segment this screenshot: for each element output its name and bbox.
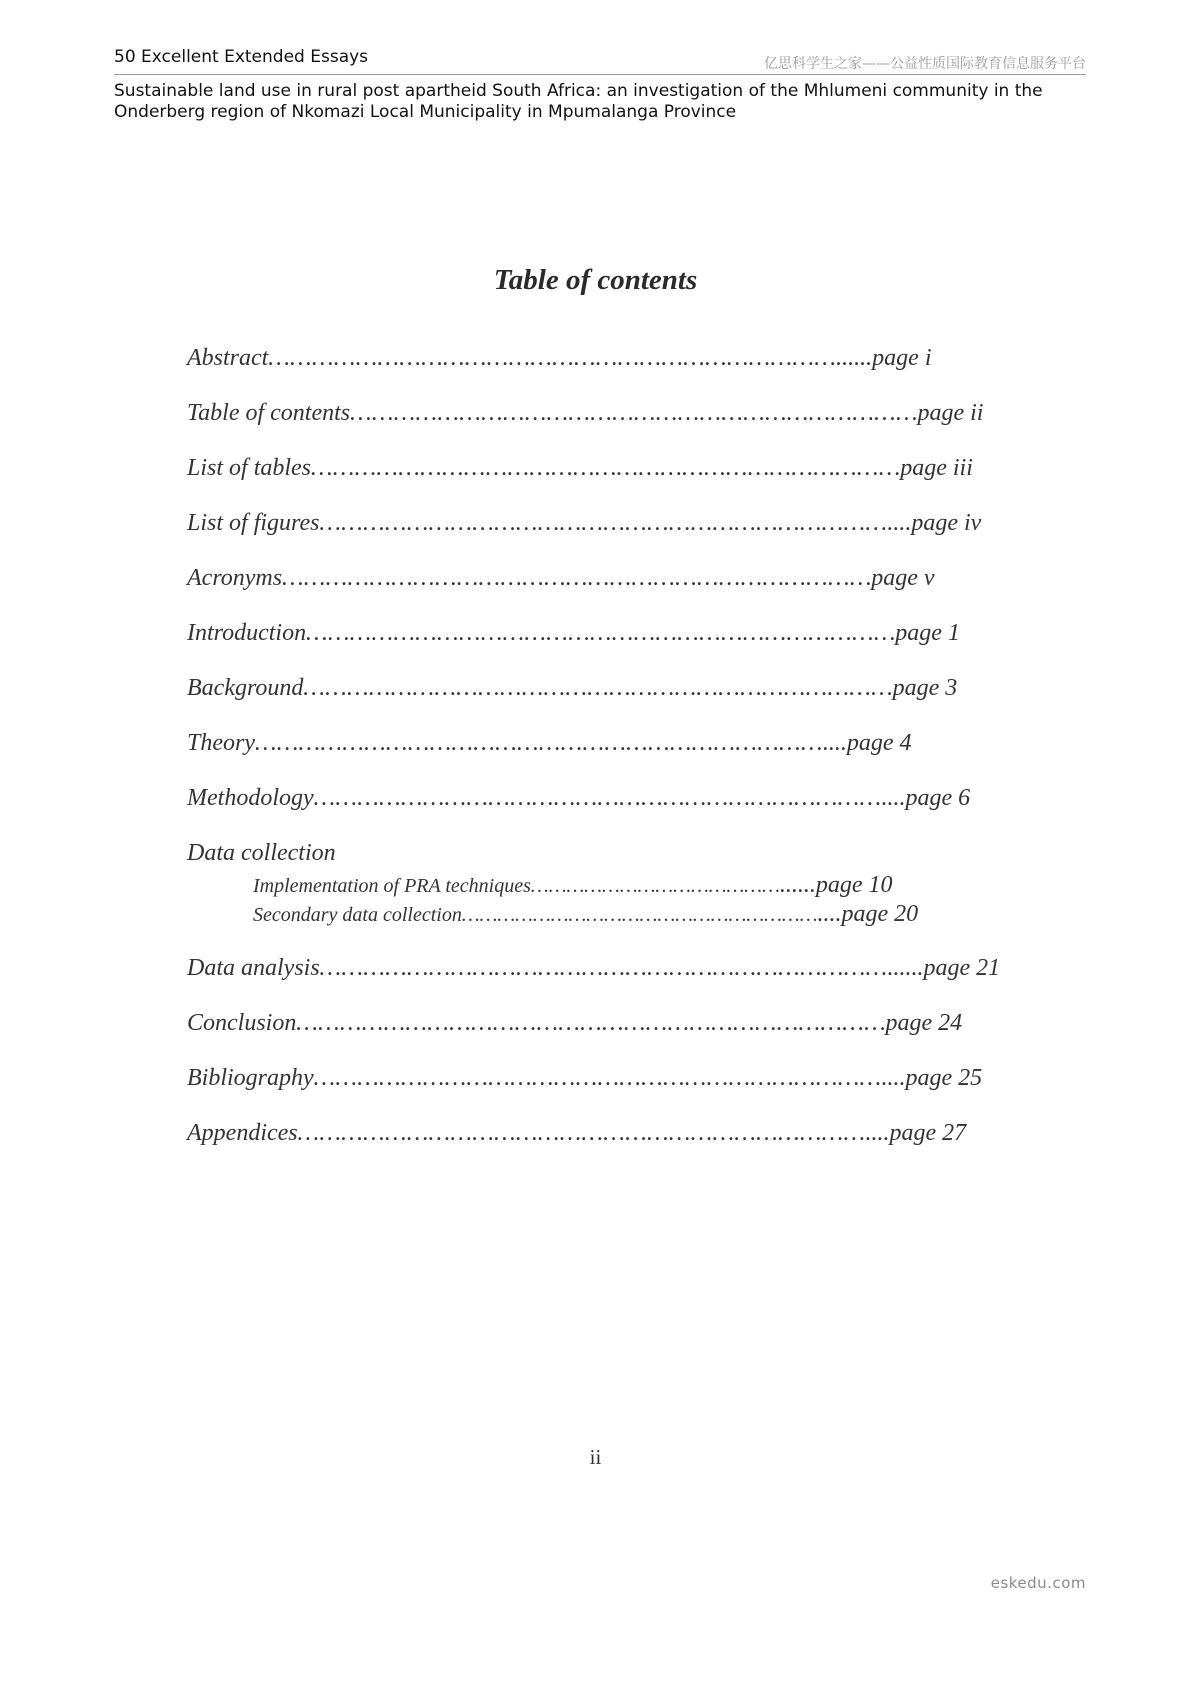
toc-subentry-label: Implementation of PRA techniques [253,875,531,897]
footer-watermark-url: eskedu.com [990,1574,1086,1592]
toc-entry-theory [187,730,912,757]
toc-leader-dots: …………………………………………………… [461,904,818,926]
toc-leader-dots: …………………………………… [530,875,780,897]
toc-subentry-secondary-data [253,901,918,928]
toc-entry-label: Data collection [187,840,336,866]
toc-entry-page: …page 24 [864,1010,963,1036]
toc-leader-dots: …………………………………………………………………… [313,785,882,811]
toc-entry-label: Introduction [187,620,307,646]
toc-entry-list-of-figures [187,510,981,537]
toc-entry-label: Theory [187,730,255,756]
toc-entry-page: ....page 27 [865,1120,967,1146]
toc-entry-data-analysis [187,955,1000,982]
toc-leader-dots: …………………………………………………………………… [313,1065,882,1091]
toc-entry-data-collection [187,840,336,867]
running-header-title: 50 Excellent Extended Essays [114,47,369,67]
toc-entry-label: Background [187,675,304,701]
toc-subentry-pra-techniques [253,872,893,899]
toc-entry-page: ....page iv [887,510,982,536]
toc-entry-label: Appendices [187,1120,298,1146]
toc-leader-dots: …………………………………………………………………… [282,565,850,591]
toc-subentry-page: ....page 20 [817,901,919,927]
toc-leader-dots: …………………………………………………………………… [319,955,888,981]
toc-entry-label: Abstract [187,345,269,371]
toc-leader-dots: ………………………………………………………………… [350,400,897,426]
toc-leader-dots: …………………………………………………………………… [255,730,823,756]
toc-entry-label: Methodology [187,785,314,811]
essay-title: Sustainable land use in rural post apartheid South Africa: an investigation of the Mhlumeni community in the Onderberg region of Nkomazi Local Municipality in Mpumalanga Province [114,81,1043,122]
toc-entry-page: …page iii [878,455,973,481]
toc-entry-page: …page v [849,565,935,591]
toc-subentry-label: Secondary data collection [253,904,462,926]
toc-entry-label: Table of contents [187,400,351,426]
toc-entry-page: ......page i [836,345,932,371]
toc-entry-label: Bibliography [187,1065,314,1091]
toc-leader-dots: …………………………………………………………………… [296,1010,865,1036]
toc-entry-conclusion [187,1010,962,1037]
toc-subentry-page: ......page 10 [779,872,893,898]
toc-entry-acronyms [187,565,935,592]
toc-entry-methodology [187,785,970,812]
toc-entry-list-of-tables [187,455,973,482]
toc-entry-page: …page 3 [871,675,958,701]
toc-entry-introduction [187,620,960,647]
toc-entry-page: ....page 6 [881,785,971,811]
toc-entry-page: ......page 21 [887,955,1001,981]
toc-entry-appendices [187,1120,966,1147]
toc-entry-page: …page ii [896,400,984,426]
toc-leader-dots: …………………………………………………………………… [297,1120,866,1146]
toc-entry-page: ....page 4 [822,730,912,756]
toc-leader-dots: …………………………………………………………………… [306,620,874,646]
page-number: ii [589,1445,602,1469]
toc-entry-label: Data analysis [187,955,320,981]
toc-entry-label: List of tables [187,455,312,481]
toc-entry-table-of-contents [187,400,983,427]
toc-entry-background [187,675,957,702]
running-header-watermark: 亿思科学生之家——公益性质国际教育信息服务平台 [764,56,1086,72]
toc-entry-abstract [187,345,932,372]
toc-entry-bibliography [187,1065,982,1092]
toc-heading: Table of contents [493,264,698,296]
header-divider [114,74,1086,75]
toc-leader-dots: …………………………………………………………………… [268,345,837,371]
toc-entry-page: …page 1 [873,620,960,646]
toc-leader-dots: …………………………………………………………………… [319,510,888,536]
toc-leader-dots: …………………………………………………………………… [303,675,872,701]
toc-leader-dots: …………………………………………………………………… [311,455,879,481]
toc-entry-label: Conclusion [187,1010,297,1036]
toc-entry-page: ....page 25 [881,1065,983,1091]
toc-entry-label: List of figures [187,510,320,536]
toc-entry-label: Acronyms [187,565,283,591]
